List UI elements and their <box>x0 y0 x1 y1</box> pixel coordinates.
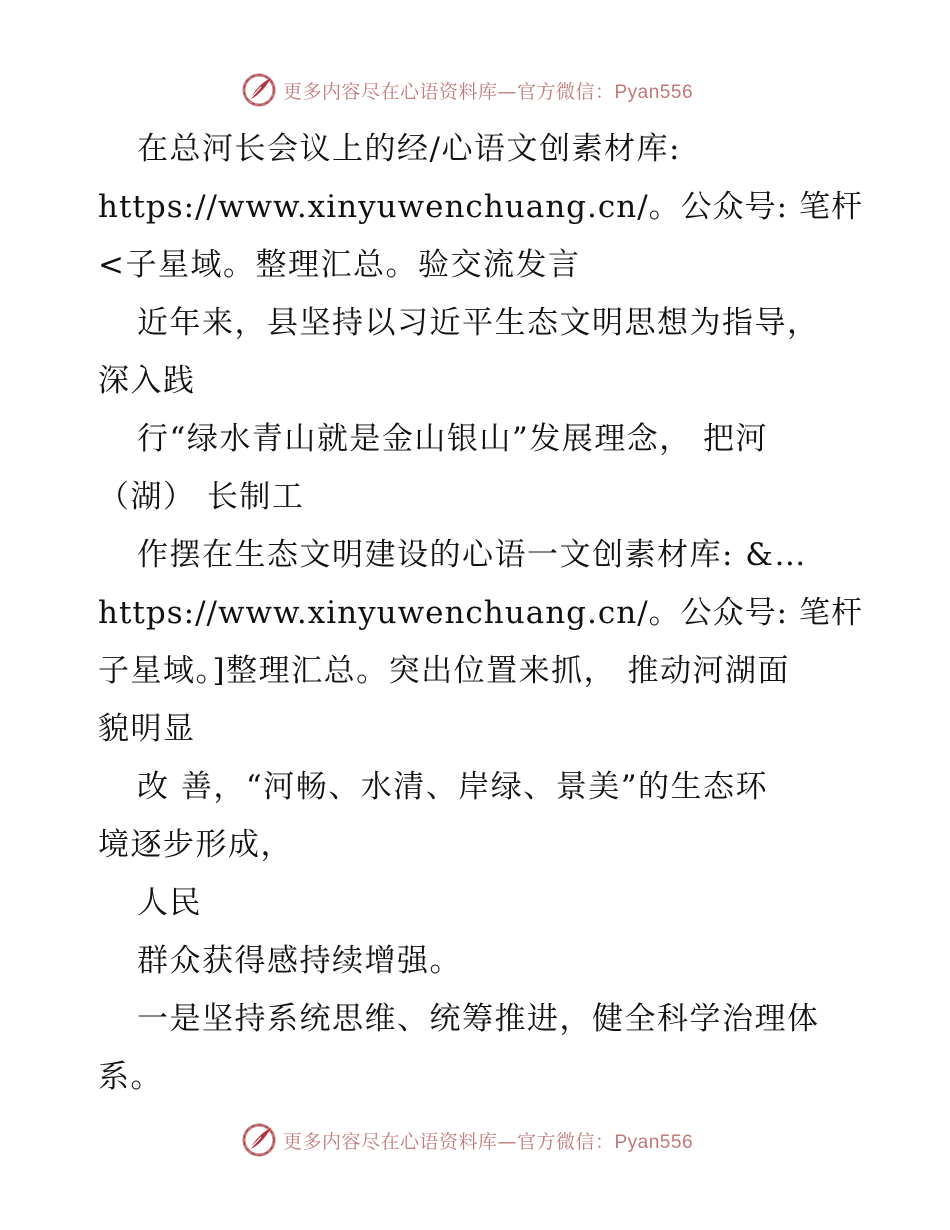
body-line: https://www.xinyuwenchuang.cn/。公众号: 笔杆 <box>98 595 863 631</box>
body-line: 子星域。]整理汇总。突出位置来抓， 推动河湖面 <box>98 653 790 689</box>
body-line: <子星域。整理汇总。验交流发言 <box>98 247 581 283</box>
banner-text <box>283 1127 693 1154</box>
banner-separator: — <box>497 1130 517 1153</box>
feather-quill-icon <box>241 72 277 108</box>
body-line: 貌明显 <box>98 711 196 747</box>
body-line: 一是坚持系统思维、统筹推进，健全科学治理体 <box>137 1001 820 1037</box>
body-line: 改 善，“河畅、水清、岸绿、景美”的生态环 <box>137 769 769 805</box>
body-line: 深入践 <box>98 363 196 399</box>
footer-banner <box>0 1120 950 1160</box>
banner-separator: — <box>497 80 517 103</box>
official-label: 官方微信： <box>516 1130 615 1153</box>
body-line: https://www.xinyuwenchuang.cn/。公众号: 笔杆 <box>98 189 863 225</box>
banner-text <box>283 77 693 104</box>
wechat-id: Pyan556 <box>614 81 694 103</box>
body-line: 近年来，县坚持以习近平生态文明思想为指导， <box>137 305 820 341</box>
banner-title: 更多内容尽在心语资料库 <box>282 80 498 103</box>
header-banner <box>0 70 950 110</box>
wechat-id: Pyan556 <box>614 1131 694 1153</box>
body-line: 系。 <box>98 1059 163 1095</box>
banner-title: 更多内容尽在心语资料库 <box>282 1130 498 1153</box>
body-line: 人民 <box>137 885 202 921</box>
official-label: 官方微信： <box>516 80 615 103</box>
body-line: 在总河长会议上的经/心语文创素材库: <box>137 131 681 167</box>
body-line: 行“绿水青山就是金山银山”发展理念， 把河 <box>137 421 769 457</box>
body-line: 群众获得感持续增强。 <box>137 943 462 979</box>
body-line: （湖） 长制工 <box>98 479 305 515</box>
body-line: 境逐步形成， <box>98 827 293 863</box>
body-line: 作摆在生态文明建设的心语一文创素材库: &… <box>137 537 807 573</box>
feather-quill-icon <box>241 1122 277 1158</box>
